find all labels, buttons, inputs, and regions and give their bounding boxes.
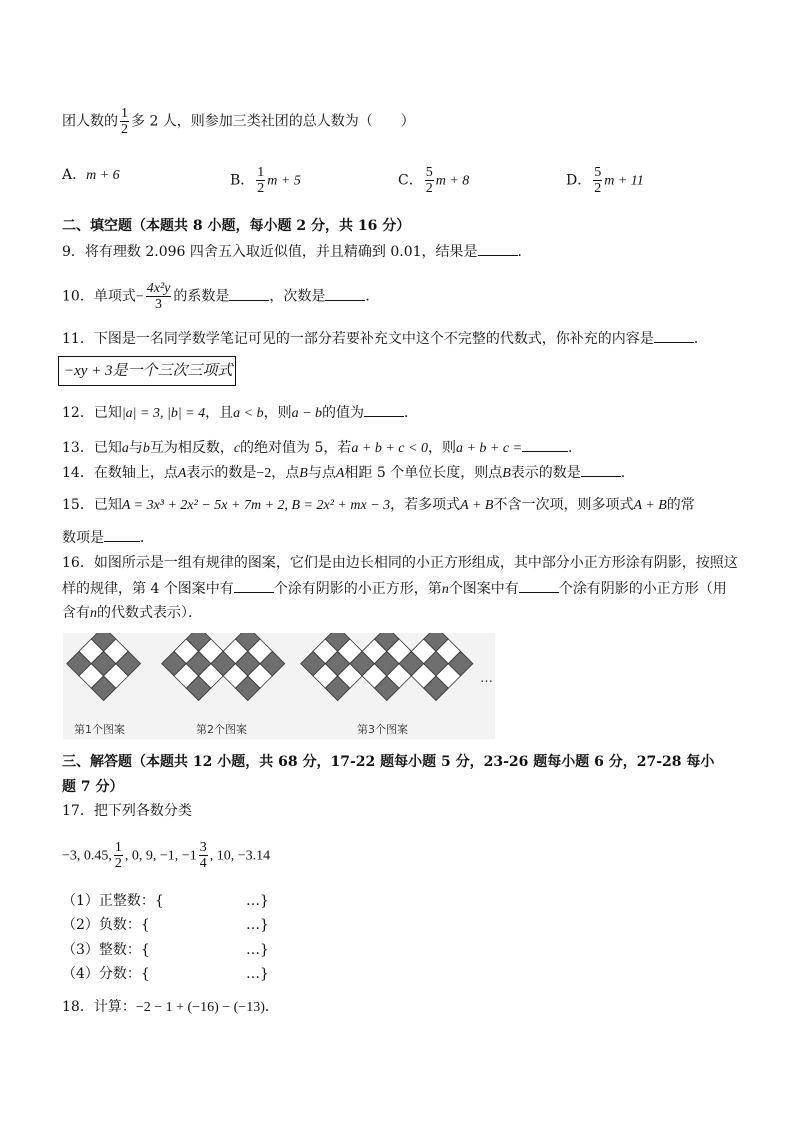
answer-blank[interactable] <box>104 527 140 542</box>
pattern-figure <box>63 633 495 739</box>
option-c[interactable]: C． $\frac{5}{2}$ m + 8 <box>398 165 470 196</box>
q10: 10．单项式− $\frac{\text{4x²y}}{3}$ 的系数是 ，次数是 ． <box>62 281 380 312</box>
pattern-1 <box>67 633 141 701</box>
answer-blank[interactable] <box>234 578 274 593</box>
category-positive-integers[interactable]: （1）正整数：{ <box>62 893 164 909</box>
category-end: …} <box>246 917 269 933</box>
q8-text-post: 多 2 人，则参加三类社团的总人数为（ ） <box>131 113 415 130</box>
q16-line2: 样的规律，第 4 个图案中有 个涂有阴影的小正方形，第n个图案中有 个涂有阴影的小正方形（用 <box>62 578 727 600</box>
answer-blank[interactable] <box>522 437 568 452</box>
fraction: $\frac{1}{2}$ <box>121 106 128 137</box>
q16-line3: 含有n的代数式表示）． <box>62 605 202 621</box>
q16-line1: 16．如图所示是一组有规律的图案，它们是由边长相同的小正方形组成，其中部分小正方形涂有阴影，按照这 <box>62 555 738 571</box>
category-end: …} <box>246 893 269 909</box>
caption-3: 第3个图案 <box>357 723 408 736</box>
category-integers[interactable]: （3）整数：{ <box>62 942 150 958</box>
category-end: …} <box>246 942 269 958</box>
pattern-figure-svg <box>63 633 495 739</box>
pattern-2 <box>162 633 285 701</box>
section3-title-line1: 三、解答题（本题共 12 小题，共 68 分，17-22 题每小题 5 分，23-26 题每小题 6 分，27-28 每小 <box>62 754 715 770</box>
ellipsis: … <box>480 671 493 686</box>
q12: 12．已知|a| = 3, |b| = 4，且a < b，则a − b的值为 ． <box>62 402 418 424</box>
answer-blank[interactable] <box>478 241 518 256</box>
q14: 14．在数轴上，点A表示的数是−2，点B与点A相距 5 个单位长度，则点B表示的数是 ． <box>62 462 635 484</box>
section3-title-line2: 题 7 分） <box>62 779 124 795</box>
answer-blank[interactable] <box>519 578 559 593</box>
q8-tail <box>62 106 415 137</box>
q8-text-pre: 团人数的 <box>62 113 118 130</box>
section2-title: 二、填空题（本题共 8 小题，每小题 2 分，共 16 分） <box>62 218 411 234</box>
q15-line2: 数项是 ． <box>62 527 154 548</box>
answer-blank[interactable] <box>325 286 365 301</box>
q15: 15．已知A = 3x³ + 2x² − 5x + 7m + 2, B = 2x² + mx − 3，若多项式A + B不含一次项，则多项式A + B的常 <box>62 497 695 513</box>
option-a[interactable]: A．m + 6 <box>62 167 120 183</box>
pattern-3 <box>301 633 473 701</box>
q11: 11．下图是一名同学数学笔记可见的一部分若要补充文中这个不完整的代数式，你补充的内容是 ． <box>62 328 708 349</box>
answer-blank[interactable] <box>581 462 621 477</box>
category-negatives[interactable]: （2）负数：{ <box>62 917 150 933</box>
q18: 18．计算：−2 − 1 + (−16) − (−13)． <box>62 999 279 1015</box>
caption-1: 第1个图案 <box>74 723 125 736</box>
answer-blank[interactable] <box>364 402 404 417</box>
category-end: …} <box>246 966 269 982</box>
answer-blank[interactable] <box>229 286 269 301</box>
q17-numbers: −3, 0.45, $\frac{1}{2}$ , 0, 9, −1, −1 $\frac{3}{4}$ , 10, −3.14 <box>62 840 271 871</box>
note-box-text: −xy + 3是一个三次三项式 <box>64 363 233 379</box>
option-d[interactable]: D． $\frac{5}{2}$ m + 11 <box>566 165 644 196</box>
category-fractions[interactable]: （4）分数：{ <box>62 966 150 982</box>
answer-blank[interactable] <box>654 328 694 343</box>
option-b[interactable]: B． $\frac{1}{2}$ m + 5 <box>230 165 301 196</box>
q13: 13．已知a与b互为相反数，c的绝对值为 5，若a + b + c < 0，则a + b + c = ． <box>62 437 582 459</box>
q9: 9．将有理数 2.096 四舍五入取近似值，并且精确到 0.01，结果是 ． <box>62 241 532 262</box>
caption-2: 第2个图案 <box>196 723 247 736</box>
q17-title: 17．把下列各数分类 <box>62 803 192 819</box>
